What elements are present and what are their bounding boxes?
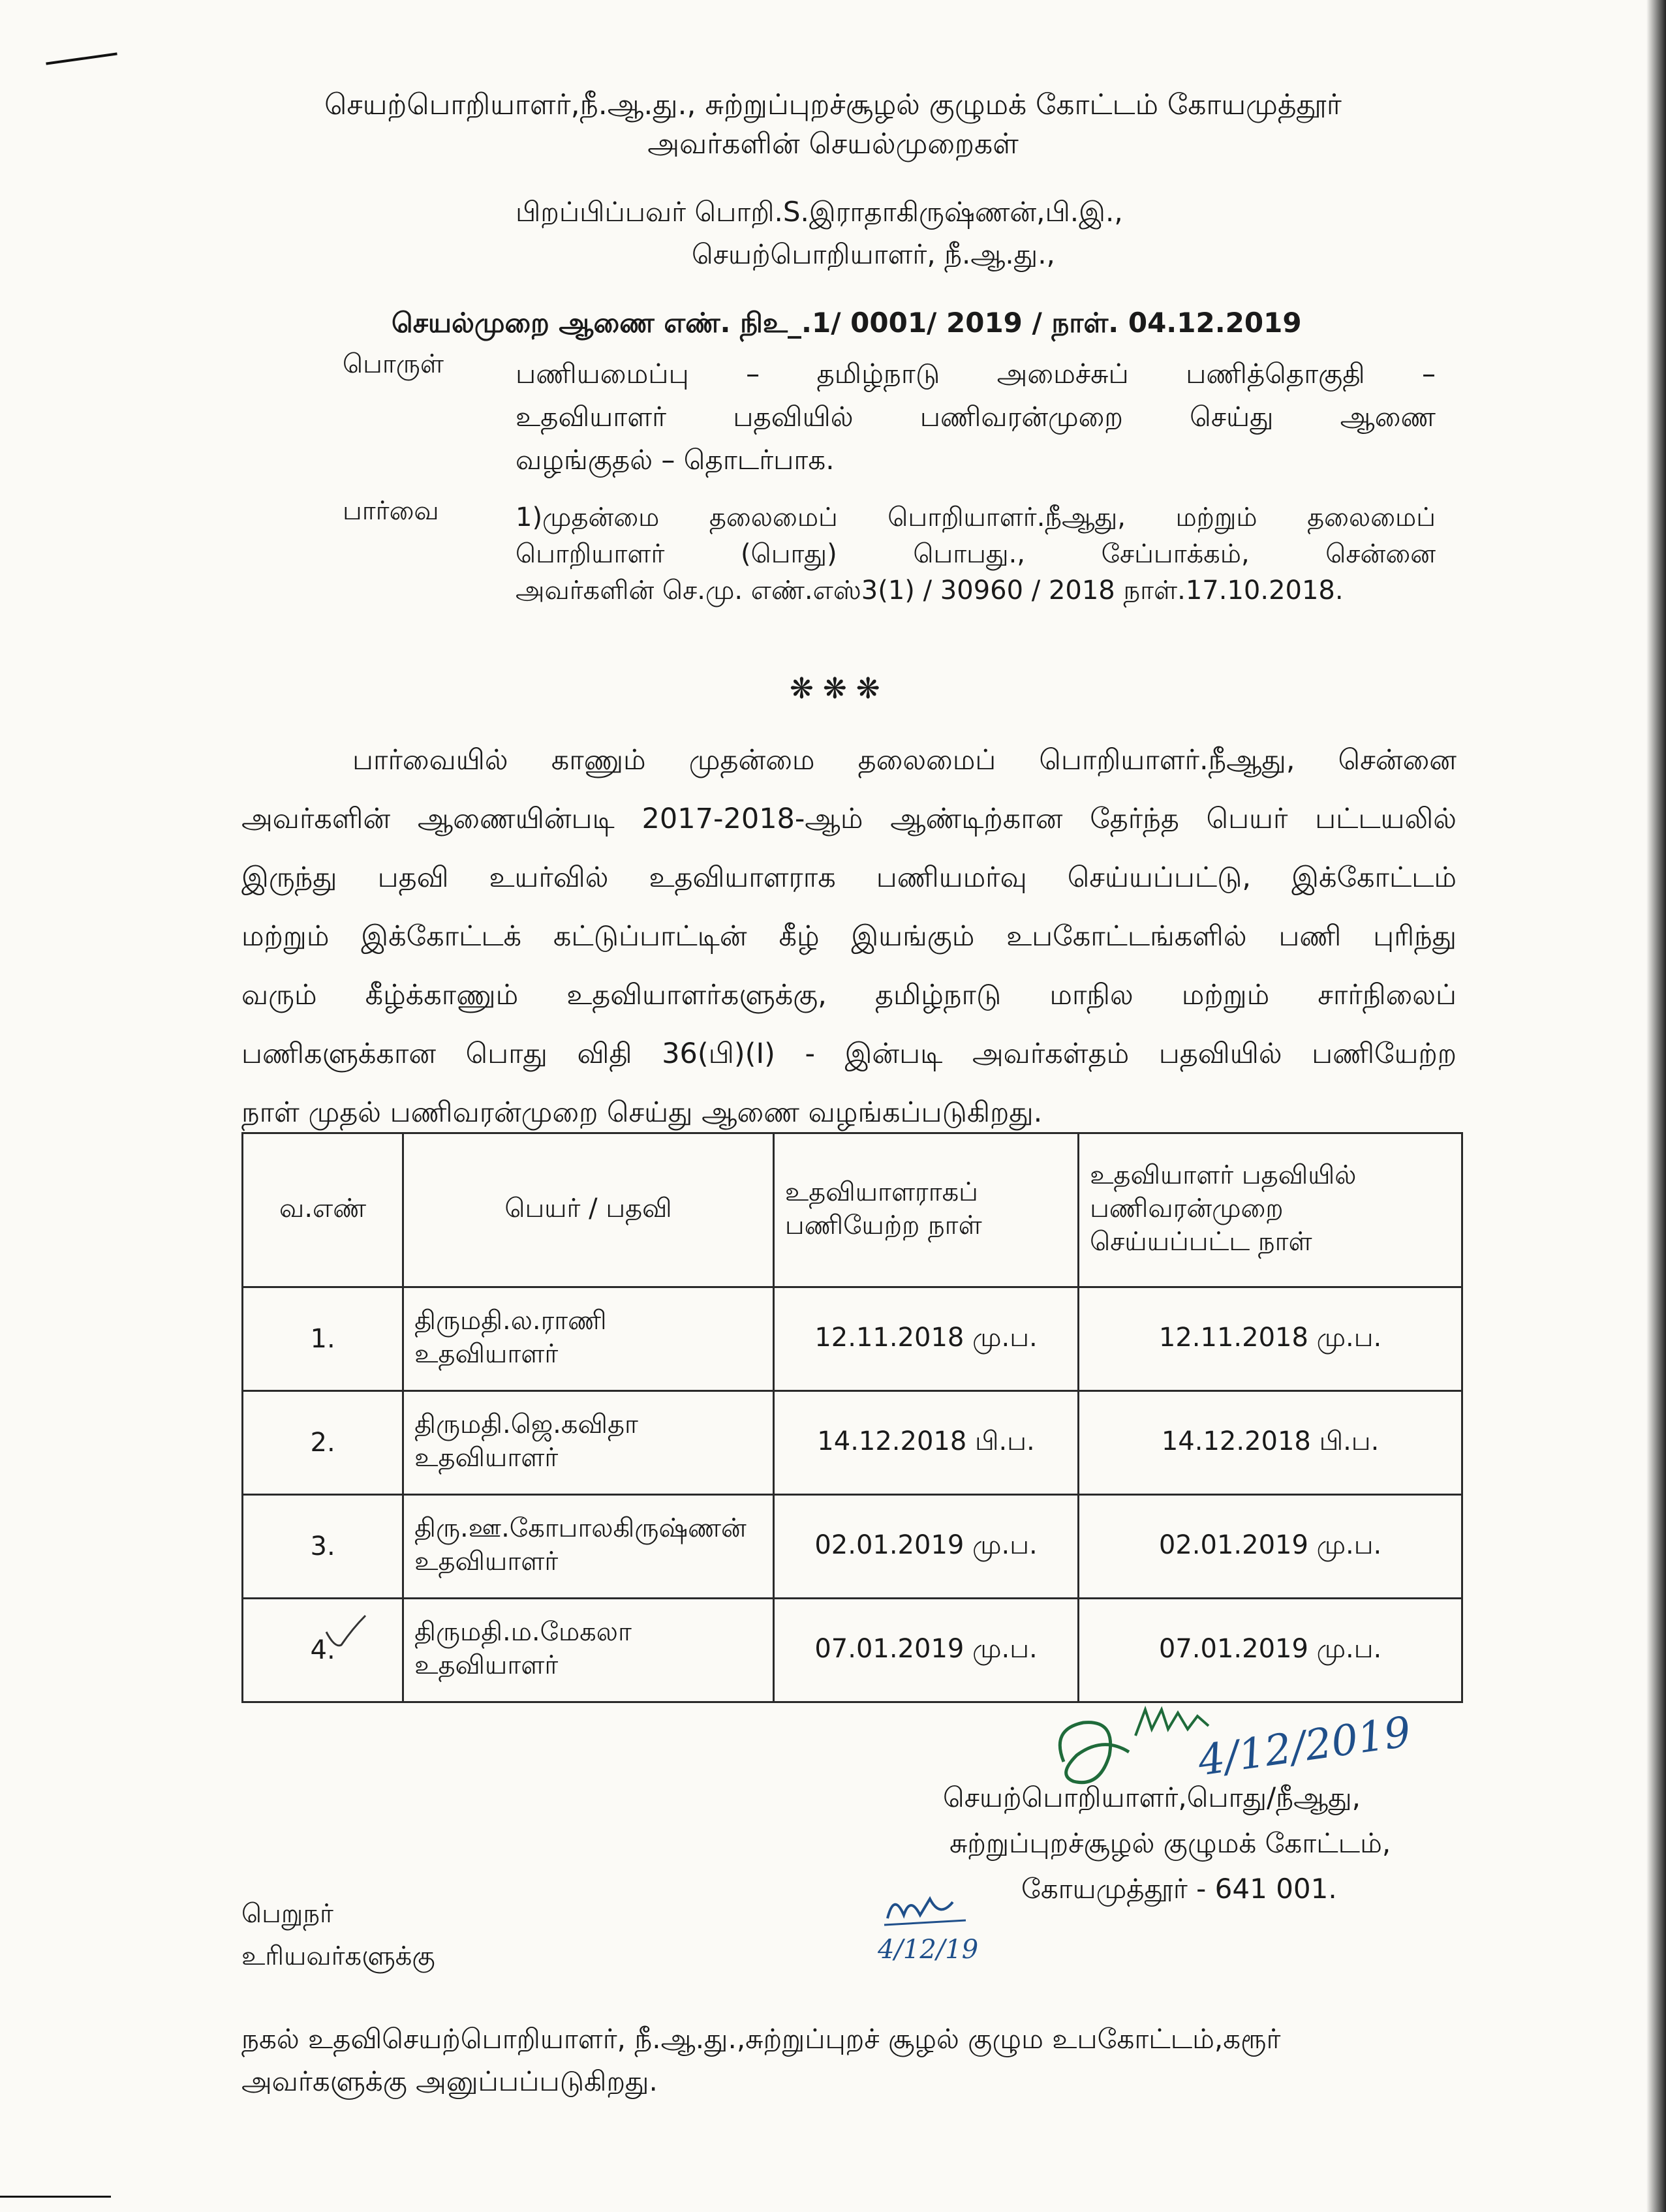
employee-post: உதவியாளர் [414, 1443, 559, 1473]
initials-scribble [881, 1889, 972, 1928]
subject-text [516, 352, 1436, 482]
scan-mark-top-left [46, 52, 117, 65]
copy-line-1: நகல் உதவிசெயற்பொறியாளர், நீ.ஆ.து.,சுற்றுப்புறச் சூழல் குழும உபகோட்டம்,கரூர் [241, 2023, 1281, 2055]
subject-line: பணியமைப்பு – தமிழ்நாடு அமைச்சுப் பணித்தொகுதி – [516, 358, 1436, 390]
table-row [243, 1599, 1462, 1702]
separator-stars: ❋ ❋ ❋ [790, 672, 880, 705]
issuer-name: பிறப்பிப்பவர் பொறி.S.இராதாகிருஷ்ணன்,பி.இ., [516, 196, 1123, 228]
header-line-2: அவர்களின் செயல்முறைகள் [647, 127, 1019, 161]
employee-post: உதவியாளர் [414, 1339, 559, 1369]
signature-date: 4/12/2019 [1195, 1708, 1414, 1786]
employee-name: திருமதி.ஜெ.கவிதா [414, 1409, 638, 1439]
cell-sno [243, 1599, 403, 1702]
header-regularised-line: செய்யப்பட்ட நாள் [1090, 1227, 1312, 1257]
employee-name: திருமதி.ம.மேகலா [414, 1617, 632, 1647]
signatory-line: செயற்பொறியாளர்,பொது/நீஆது, [943, 1781, 1361, 1813]
recipient-label: பெறுநர் [241, 1899, 333, 1929]
initials-date: 4/12/19 [878, 1935, 979, 1965]
cell-name [403, 1599, 774, 1702]
cell-name [403, 1391, 774, 1495]
body-line: வரும் கீழ்க்காணும் உதவியாளர்களுக்கு, தமிழ்நாடு மாநில மற்றும் சார்நிலைப் [241, 979, 1457, 1011]
header-regularised-line: உதவியாளர் பதவியில் [1090, 1160, 1357, 1190]
body-paragraph [241, 731, 1457, 1142]
header-regularised [1079, 1133, 1462, 1287]
body-line: பணிகளுக்கான பொது விதி 36(பி)(I) - இன்படி அவர்கள்தம் பதவியில் பணியேற்ற [241, 1037, 1457, 1070]
header-joined-line: பணியேற்ற நாள் [784, 1210, 982, 1240]
cell-name [403, 1495, 774, 1599]
body-line: இருந்து பதவி உயர்வில் உதவியாளராக பணியமர்வு செய்யப்பட்டு, இக்கோட்டம் [241, 861, 1457, 894]
employee-post: உதவியாளர் [414, 1650, 559, 1680]
cell-joined: 12.11.2018 மு.ப. [773, 1287, 1078, 1391]
header-line-1: செயற்பொறியாளர்,நீ.ஆ.து., சுற்றுப்புறச்சூழல் குழுமக் கோட்டம் கோயமுத்தூர் [324, 88, 1342, 121]
cell-regularised: 12.11.2018 மு.ப. [1079, 1287, 1462, 1391]
cell-sno: 2. [243, 1391, 403, 1495]
tick-mark-icon [323, 1612, 369, 1651]
recipient-value: உரியவர்களுக்கு [241, 1941, 435, 1971]
signatory-line: கோயமுத்தூர் - 641 001. [1021, 1873, 1337, 1905]
reference-text [516, 499, 1436, 609]
employee-post: உதவியாளர் [414, 1546, 559, 1576]
copy-line-2: அவர்களுக்கு அனுப்பப்படுகிறது. [241, 2065, 658, 2097]
cell-joined: 02.01.2019 மு.ப. [773, 1495, 1078, 1599]
header-name: பெயர் / பதவி [403, 1133, 774, 1287]
table-row [243, 1287, 1462, 1391]
reference-line: அவர்களின் செ.மு. எண்.எஸ்3(1) / 30960 / 2018 நாள்.17.10.2018. [516, 576, 1344, 606]
header-joined-line: உதவியாளராகப் [784, 1176, 978, 1207]
reference-line: 1)முதன்மை தலைமைப் பொறியாளர்.நீஆது, மற்றும் தலைமைப் [516, 502, 1436, 532]
header-sno: வ.எண் [243, 1133, 403, 1287]
employee-name: திரு.ஊ.கோபாலகிருஷ்ணன் [414, 1513, 747, 1543]
subject-line: வழங்குதல் – தொடர்பாக. [516, 444, 835, 476]
regularisation-table [241, 1132, 1463, 1703]
signatory-block [943, 1775, 1391, 1912]
cell-sno: 3. [243, 1495, 403, 1599]
scan-edge-right [1646, 0, 1666, 2212]
issuer-title: செயற்பொறியாளர், நீ.ஆ.து., [692, 238, 1055, 270]
reference-line: பொறியாளர் (பொது) பொபது., சேப்பாக்கம், சென்னை [516, 539, 1436, 569]
body-line: அவர்களின் ஆணையின்படி 2017-2018-ஆம் ஆண்டிற்கான தேர்ந்த பெயர் பட்டயலில் [241, 803, 1457, 835]
body-line: மற்றும் இக்கோட்டக் கட்டுப்பாட்டின் கீழ் இயங்கும் உபகோட்டங்களில் பணி புரிந்து [241, 920, 1457, 953]
row-number: 4. [310, 1635, 335, 1665]
cell-regularised: 07.01.2019 மு.ப. [1079, 1599, 1462, 1702]
header-joined [773, 1133, 1078, 1287]
table-row [243, 1391, 1462, 1495]
header-regularised-line: பணிவரன்முறை [1090, 1193, 1284, 1223]
table-header-row [243, 1133, 1462, 1287]
cell-joined: 07.01.2019 மு.ப. [773, 1599, 1078, 1702]
body-line: நாள் முதல் பணிவரன்முறை செய்து ஆணை வழங்கப்படுகிறது. [241, 1096, 1043, 1129]
cell-regularised: 14.12.2018 பி.ப. [1079, 1391, 1462, 1495]
cell-regularised: 02.01.2019 மு.ப. [1079, 1495, 1462, 1599]
employee-name: திருமதி.ல.ராணி [414, 1306, 607, 1336]
subject-label: பொருள் [343, 349, 444, 379]
reference-label: பார்வை [343, 496, 439, 526]
cell-joined: 14.12.2018 பி.ப. [773, 1391, 1078, 1495]
order-reference: செயல்முறை ஆணை எண். நிஉ_.1/ 0001/ 2019 / நாள். 04.12.2019 [392, 307, 1302, 339]
subject-line: உதவியாளர் பதவியில் பணிவரன்முறை செய்து ஆணை [516, 401, 1436, 433]
cell-sno: 1. [243, 1287, 403, 1391]
scan-mark-bottom-left [0, 2196, 111, 2198]
body-line: பார்வையில் காணும் முதன்மை தலைமைப் பொறியாளர்.நீஆது, சென்னை [352, 744, 1457, 776]
table-row [243, 1495, 1462, 1599]
signatory-line: சுற்றுப்புறச்சூழல் குழுமக் கோட்டம், [949, 1827, 1391, 1859]
cell-name [403, 1287, 774, 1391]
